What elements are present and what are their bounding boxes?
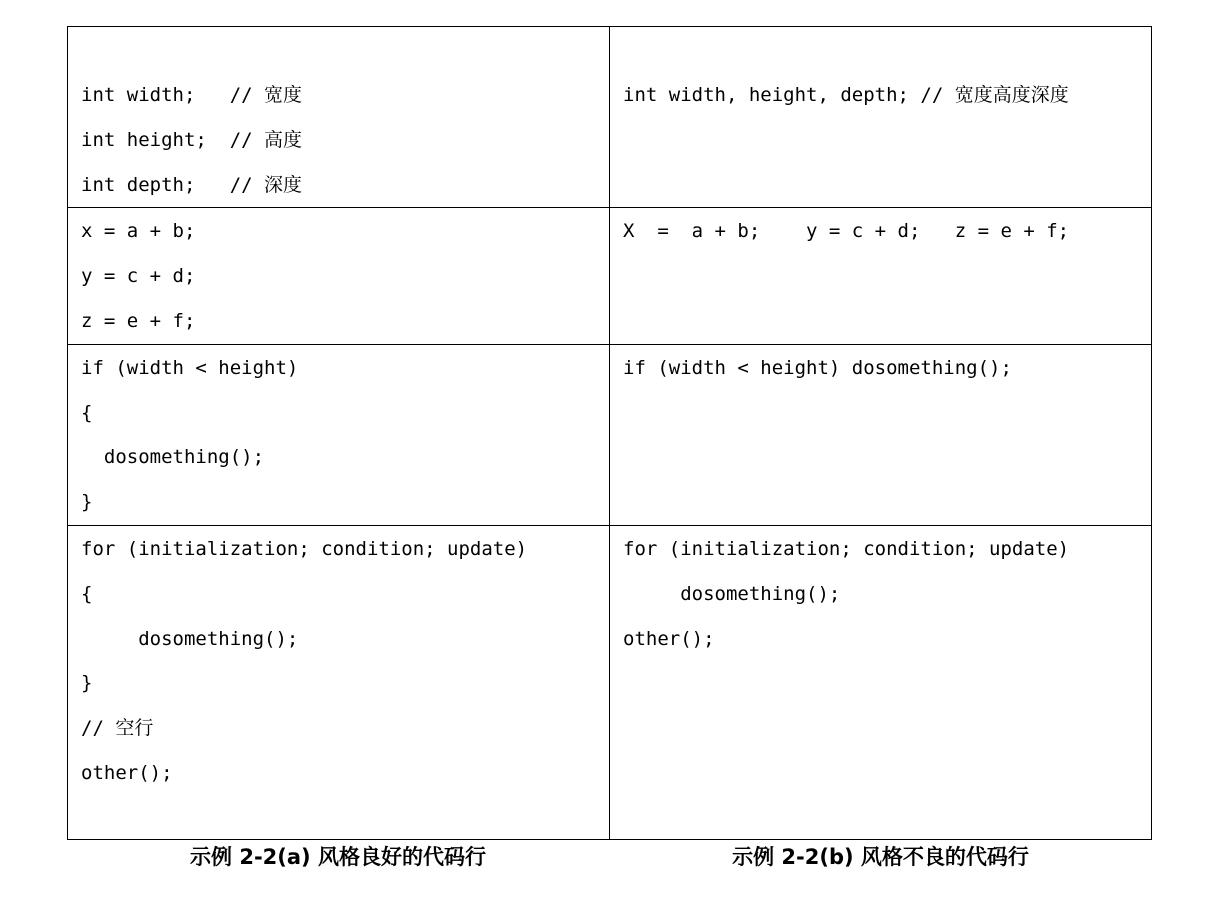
caption-bad-style: 示例 2-2(b) 风格不良的代码行 xyxy=(732,845,1029,869)
code-line: int width; // 宽度 xyxy=(81,84,303,106)
bad-style-cell xyxy=(610,525,1152,839)
bad-style-cell xyxy=(610,208,1152,344)
table-row-assignments xyxy=(68,208,1152,344)
code-line: int width, height, depth; // 宽度高度深度 xyxy=(623,84,1069,106)
table-row-if-statement xyxy=(68,344,1152,525)
code-line: if (width < height) xyxy=(81,356,299,379)
code-line: other(); xyxy=(81,761,173,784)
code-line: int height; // 高度 xyxy=(81,128,303,151)
code-line: if (width < height) dosomething(); xyxy=(623,356,1012,379)
code-line: { xyxy=(81,401,93,424)
code-line: // 空行 xyxy=(81,717,154,740)
code-comparison-table xyxy=(67,26,1152,840)
code-line: z = e + f; xyxy=(81,309,196,332)
caption-good-style: 示例 2-2(a) 风格良好的代码行 xyxy=(190,845,486,869)
code-line: { xyxy=(81,582,93,605)
code-line: x = a + b; xyxy=(81,220,196,243)
code-line: } xyxy=(81,672,93,695)
code-line: dosomething(); xyxy=(81,446,265,469)
code-line: y = c + d; xyxy=(81,265,196,288)
code-line: for (initialization; condition; update) xyxy=(81,537,528,560)
code-line: dosomething(); xyxy=(623,582,841,605)
good-style-cell xyxy=(68,344,610,525)
bad-style-cell xyxy=(610,27,1152,208)
code-line: dosomething(); xyxy=(81,627,299,650)
bad-style-cell xyxy=(610,344,1152,525)
code-line: X = a + b; y = c + d; z = e + f; xyxy=(623,220,1070,243)
code-line: for (initialization; condition; update) xyxy=(623,537,1070,560)
table-row-for-loop xyxy=(68,525,1152,839)
good-style-cell xyxy=(68,525,610,839)
good-style-cell xyxy=(68,208,610,344)
good-style-cell xyxy=(68,27,610,208)
code-line: } xyxy=(81,491,93,514)
code-line: int depth; // 深度 xyxy=(81,173,303,196)
table-row-declarations xyxy=(68,27,1152,208)
code-line: other(); xyxy=(623,627,715,650)
